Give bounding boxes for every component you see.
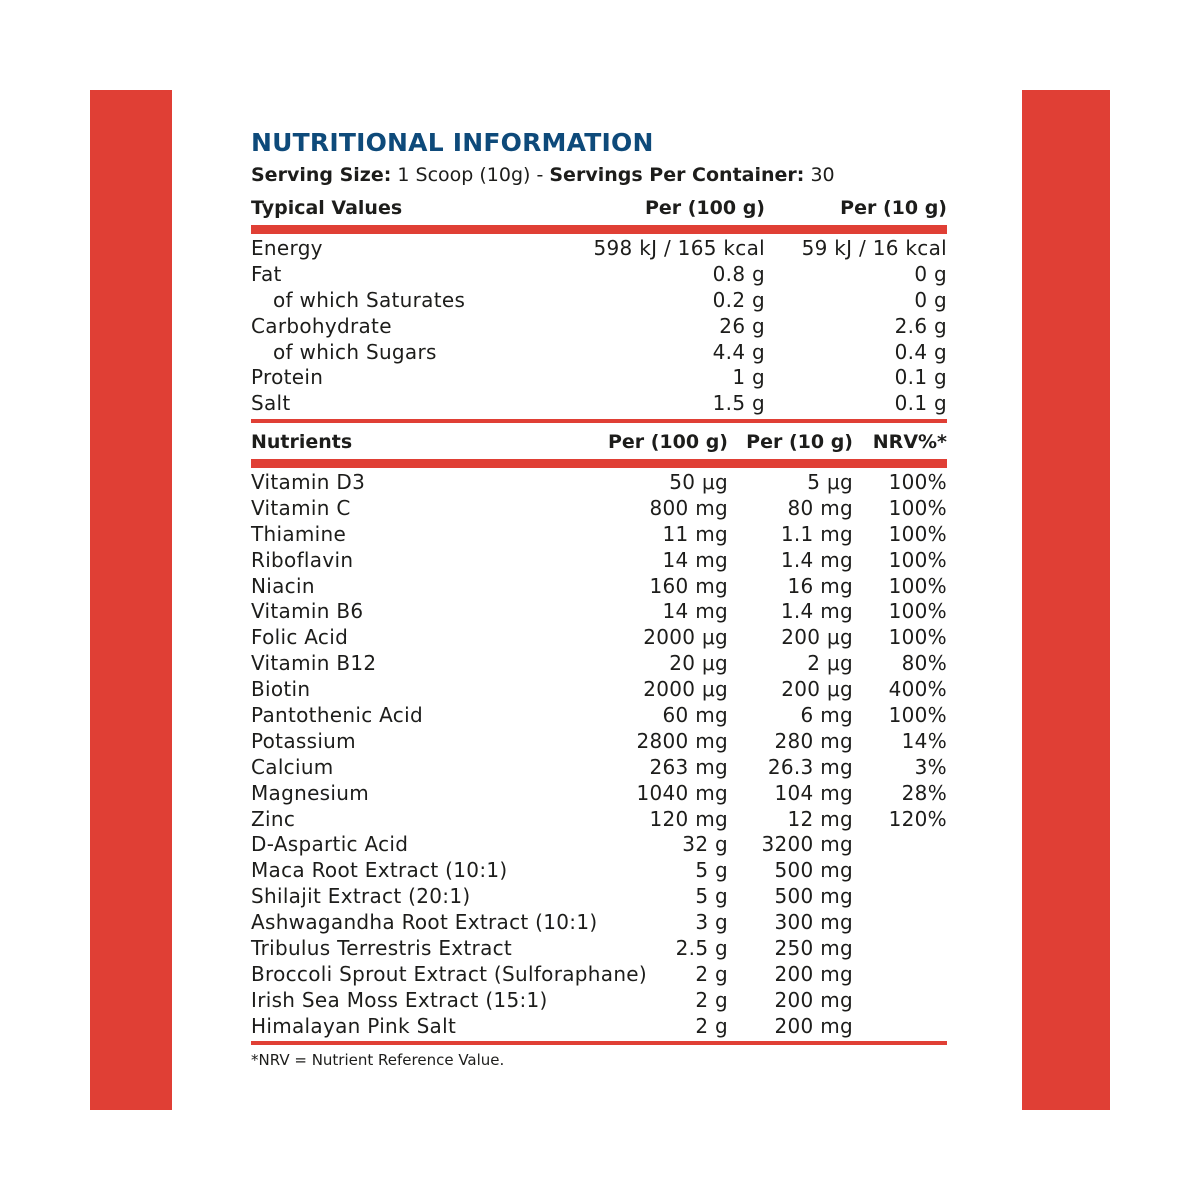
typical-row-label: Salt bbox=[251, 391, 291, 416]
nutrient-row bbox=[251, 988, 947, 1014]
nutrient-row-per100: 60 mg bbox=[662, 703, 728, 728]
typical-row-label: Fat bbox=[251, 261, 282, 286]
right-red-bar bbox=[1022, 90, 1110, 1110]
nutrient-row-per100: 5 g bbox=[695, 858, 728, 883]
nutrient-row-per100: 2 g bbox=[695, 961, 728, 986]
nutrient-row-label: Maca Root Extract (10:1) bbox=[251, 858, 508, 883]
typical-row-per10: 0 g bbox=[914, 261, 947, 286]
typical-row bbox=[251, 340, 947, 366]
nutrient-row-per100: 11 mg bbox=[662, 521, 728, 546]
nutrient-row bbox=[251, 651, 947, 677]
nutrient-row bbox=[251, 677, 947, 703]
nutrient-row-per10: 16 mg bbox=[787, 573, 853, 598]
typical-header-per10: Per (10 g) bbox=[840, 197, 947, 219]
nutrient-row-label: Vitamin D3 bbox=[251, 470, 366, 494]
nutrient-row-per10: 1.4 mg bbox=[780, 599, 853, 624]
typical-row-label: Energy bbox=[251, 236, 323, 260]
nutrient-row-label: Pantothenic Acid bbox=[251, 703, 423, 728]
typical-row-per10: 0.1 g bbox=[894, 391, 947, 416]
nutrient-row-nrv: 100% bbox=[888, 625, 947, 650]
nutrient-row bbox=[251, 625, 947, 651]
nutrient-row-per10: 80 mg bbox=[787, 495, 853, 520]
serving-line bbox=[251, 164, 835, 186]
nutrient-row-per100: 800 mg bbox=[649, 495, 728, 520]
typical-row bbox=[251, 391, 947, 417]
nutrient-row bbox=[251, 884, 947, 910]
typical-row-label: Carbohydrate bbox=[251, 313, 392, 338]
typical-row-label: of which Sugars bbox=[273, 339, 437, 364]
nutrient-row-per100: 2 g bbox=[695, 987, 728, 1012]
nutrient-row-nrv: 100% bbox=[888, 495, 947, 520]
nutrient-row bbox=[251, 522, 947, 548]
nutrient-row-label: Niacin bbox=[251, 573, 315, 598]
servings-per-container-value: 30 bbox=[810, 164, 835, 186]
nutrient-row-per100: 14 mg bbox=[662, 599, 728, 624]
nutrient-row-per100: 20 μg bbox=[669, 651, 728, 676]
nutrients-header bbox=[251, 431, 947, 457]
nutrient-row-nrv: 100% bbox=[888, 573, 947, 598]
typical-header-rule bbox=[251, 225, 947, 234]
nutrient-row-label: Himalayan Pink Salt bbox=[251, 1013, 457, 1038]
nutrient-row-per10: 200 mg bbox=[774, 1013, 853, 1038]
nutrient-row-per10: 200 μg bbox=[781, 625, 853, 650]
nutrient-row-per100: 2800 mg bbox=[636, 728, 728, 753]
typical-row-per100: 0.2 g bbox=[712, 287, 765, 312]
typical-row bbox=[251, 288, 947, 314]
nutrient-row-nrv: 14% bbox=[901, 728, 947, 753]
nutrient-row-per10: 5 μg bbox=[807, 470, 853, 494]
typical-row-per10: 0.4 g bbox=[894, 339, 947, 364]
nutrient-row-nrv: 120% bbox=[888, 806, 947, 831]
typical-row-per100: 0.8 g bbox=[712, 261, 765, 286]
nutrient-row-per10: 300 mg bbox=[774, 910, 853, 935]
nutrient-row-label: Shilajit Extract (20:1) bbox=[251, 884, 471, 909]
nutrient-row-nrv: 100% bbox=[888, 547, 947, 572]
nutrient-row-per10: 6 mg bbox=[800, 703, 853, 728]
typical-bottom-rule bbox=[251, 419, 947, 423]
nutrient-row-per100: 14 mg bbox=[662, 547, 728, 572]
nutrient-row-nrv: 400% bbox=[888, 677, 947, 702]
nutrient-row-per100: 2.5 g bbox=[675, 936, 728, 961]
nutrient-row bbox=[251, 807, 947, 833]
typical-row-per100: 4.4 g bbox=[712, 339, 765, 364]
nutrient-row-nrv: 100% bbox=[888, 470, 947, 494]
nutrient-row bbox=[251, 936, 947, 962]
serving-size-value: 1 Scoop (10g) bbox=[397, 164, 531, 186]
nutrient-row-per10: 250 mg bbox=[774, 936, 853, 961]
nutrient-row-label: Zinc bbox=[251, 806, 296, 831]
nutrient-row-per100: 120 mg bbox=[649, 806, 728, 831]
nrv-footnote: *NRV = Nutrient Reference Value. bbox=[251, 1051, 505, 1069]
nutrient-row-label: Biotin bbox=[251, 677, 311, 702]
typical-row-label: Protein bbox=[251, 365, 324, 390]
nutrient-row-per10: 280 mg bbox=[774, 728, 853, 753]
typical-row-per10: 0 g bbox=[914, 287, 947, 312]
nutrient-row-per10: 2 μg bbox=[807, 651, 853, 676]
nutrient-row-label: Vitamin C bbox=[251, 495, 351, 520]
nutrient-row-per100: 2 g bbox=[695, 1013, 728, 1038]
nutrient-row-label: Folic Acid bbox=[251, 625, 349, 650]
nutrient-row-per10: 500 mg bbox=[774, 884, 853, 909]
serving-separator: - bbox=[536, 164, 544, 186]
nutrient-row bbox=[251, 781, 947, 807]
typical-row bbox=[251, 365, 947, 391]
nutrient-row bbox=[251, 703, 947, 729]
panel-title: NUTRITIONAL INFORMATION bbox=[251, 128, 654, 157]
nutrients-header-per10: Per (10 g) bbox=[746, 431, 853, 453]
typical-header-label: Typical Values bbox=[251, 197, 403, 219]
servings-per-container-label: Servings Per Container: bbox=[549, 164, 805, 186]
nutrient-row-per10: 200 mg bbox=[774, 987, 853, 1012]
nutrient-row-nrv: 3% bbox=[914, 754, 947, 779]
nutrient-row-per10: 200 μg bbox=[781, 677, 853, 702]
nutrient-row-label: Potassium bbox=[251, 728, 356, 753]
nutrients-header-nrv: NRV%* bbox=[872, 431, 947, 453]
typical-header-per100: Per (100 g) bbox=[644, 197, 765, 219]
nutrient-row-nrv: 100% bbox=[888, 599, 947, 624]
nutrient-row-per10: 1.1 mg bbox=[780, 521, 853, 546]
nutrient-row-label: Vitamin B6 bbox=[251, 599, 364, 624]
nutrient-row-label: Broccoli Sprout Extract (Sulforaphane) bbox=[251, 961, 648, 986]
nutrient-row bbox=[251, 574, 947, 600]
nutrient-row-per10: 1.4 mg bbox=[780, 547, 853, 572]
nutrient-row-per100: 160 mg bbox=[649, 573, 728, 598]
typical-row-per100: 1 g bbox=[732, 365, 765, 390]
nutrient-row-per100: 2000 μg bbox=[643, 625, 728, 650]
typical-values-header bbox=[251, 197, 947, 223]
left-red-bar bbox=[90, 90, 172, 1110]
typical-row-per10: 59 kJ / 16 kcal bbox=[801, 236, 947, 260]
typical-row bbox=[251, 236, 947, 262]
nutrient-row bbox=[251, 548, 947, 574]
nutrient-row-per100: 3 g bbox=[695, 910, 728, 935]
nutrient-row-label: Calcium bbox=[251, 754, 334, 779]
nutrient-row-nrv: 100% bbox=[888, 703, 947, 728]
nutrient-row-nrv: 28% bbox=[901, 780, 947, 805]
nutrients-header-label: Nutrients bbox=[251, 431, 353, 453]
nutrient-row-label: Magnesium bbox=[251, 780, 370, 805]
nutrient-row-per100: 1040 mg bbox=[636, 780, 728, 805]
typical-row bbox=[251, 262, 947, 288]
nutrient-row-per10: 12 mg bbox=[787, 806, 853, 831]
nutrient-row-per100: 32 g bbox=[682, 832, 728, 857]
typical-values-table bbox=[251, 236, 947, 417]
typical-row bbox=[251, 314, 947, 340]
typical-row-per100: 1.5 g bbox=[712, 391, 765, 416]
nutrient-row-label: Thiamine bbox=[251, 521, 347, 546]
nutrient-row-per100: 50 μg bbox=[669, 470, 728, 494]
nutrient-row bbox=[251, 910, 947, 936]
nutrient-row-label: D-Aspartic Acid bbox=[251, 832, 409, 857]
nutrient-row bbox=[251, 858, 947, 884]
nutrient-row-label: Ashwagandha Root Extract (10:1) bbox=[251, 910, 598, 935]
nutrient-row bbox=[251, 729, 947, 755]
nutrient-row-label: Irish Sea Moss Extract (15:1) bbox=[251, 987, 548, 1012]
nutrient-row-nrv: 100% bbox=[888, 521, 947, 546]
typical-row-per10: 0.1 g bbox=[894, 365, 947, 390]
nutrient-row bbox=[251, 1014, 947, 1040]
nutrient-row-per10: 500 mg bbox=[774, 858, 853, 883]
nutrient-row bbox=[251, 832, 947, 858]
nutrient-row-per100: 5 g bbox=[695, 884, 728, 909]
nutrient-row-per10: 26.3 mg bbox=[767, 754, 853, 779]
typical-row-per100: 598 kJ / 165 kcal bbox=[593, 236, 765, 260]
nutrient-row-per10: 3200 mg bbox=[761, 832, 853, 857]
nutrient-row-nrv: 80% bbox=[901, 651, 947, 676]
nutrient-row-per100: 263 mg bbox=[649, 754, 728, 779]
nutrient-row-label: Riboflavin bbox=[251, 547, 354, 572]
nutrients-header-per100: Per (100 g) bbox=[607, 431, 728, 453]
nutrients-header-rule bbox=[251, 459, 947, 468]
typical-row-label: of which Saturates bbox=[273, 287, 466, 312]
nutrients-bottom-rule bbox=[251, 1041, 947, 1045]
nutrient-row bbox=[251, 496, 947, 522]
nutrient-row-per10: 104 mg bbox=[774, 780, 853, 805]
nutrients-table bbox=[251, 470, 947, 1040]
nutrient-row-label: Vitamin B12 bbox=[251, 651, 377, 676]
nutrient-row-per10: 200 mg bbox=[774, 961, 853, 986]
typical-row-per10: 2.6 g bbox=[894, 313, 947, 338]
nutrient-row bbox=[251, 470, 947, 496]
nutrient-row bbox=[251, 962, 947, 988]
serving-size-label: Serving Size: bbox=[251, 164, 392, 186]
typical-row-per100: 26 g bbox=[719, 313, 765, 338]
nutrient-row-label: Tribulus Terrestris Extract bbox=[251, 936, 513, 961]
nutrient-row bbox=[251, 599, 947, 625]
nutrient-row-per100: 2000 μg bbox=[643, 677, 728, 702]
nutrient-row bbox=[251, 755, 947, 781]
